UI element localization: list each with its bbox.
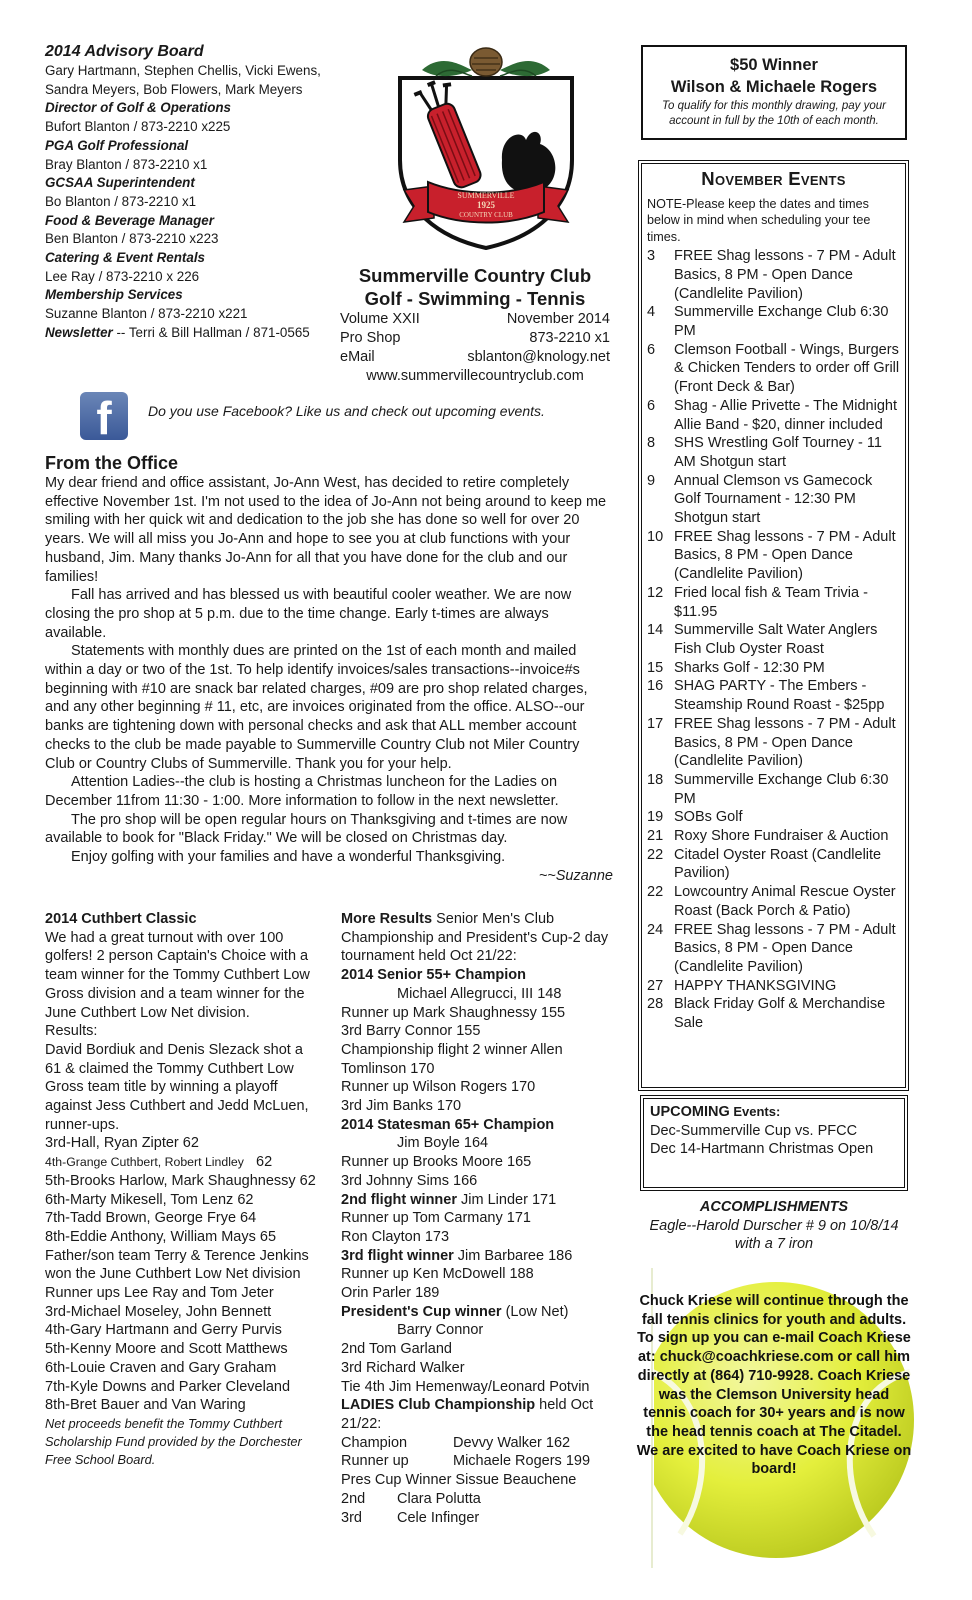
event-text: Fried local fish & Team Trivia - $11.95 — [674, 584, 868, 620]
volume-row — [340, 310, 610, 329]
cuthbert-intro: We had a great turnout with over 100 golfers! 2 person Captain's Choice with a team winner for the Tommy Cuthbert Low Gross division and a team winner for the June Cuthbert Low Net division. — [45, 929, 310, 1021]
upcoming-title-main: UPCOMING — [650, 1104, 730, 1120]
advisory-members-line1: Gary Hartmann, Stephen Chellis, Vicki Ewens, — [45, 63, 321, 78]
statesman-title: 2014 Statesman 65+ Champion — [341, 1116, 555, 1133]
staff-role: PGA Golf Professional — [45, 137, 189, 153]
club-name: Summerville Country Club — [358, 265, 592, 286]
event-item — [647, 995, 900, 1032]
flight3-name: Jim Barbaree 186 — [453, 1247, 573, 1264]
staff-name: Suzanne Blanton / 873-2210 x221 — [45, 306, 248, 322]
event-text: Sharks Golf - 12:30 PM — [674, 659, 825, 676]
event-day: 15 — [647, 659, 664, 676]
staff-role: Director of Golf & Operations — [45, 100, 231, 116]
event-day: 16 — [647, 678, 664, 695]
result-line: 8th-Bret Bauer and Van Waring — [45, 1397, 246, 1414]
office-paragraph: Attention Ladies--the club is hosting a Christmas luncheon for the Ladies on December 11from 11:30 - 1:00. More information to follow in the next newsletter. — [45, 774, 559, 809]
upcoming-title-small: Events: — [729, 1104, 781, 1119]
event-day: 8 — [647, 435, 656, 452]
event-text: SOBs Golf — [674, 809, 743, 826]
office-paragraph: Enjoy golfing with your families and have a wonderful Thanksgiving. — [71, 849, 506, 866]
advisory-title: 2014 Advisory Board — [45, 43, 204, 60]
office-title: From the Office — [45, 453, 179, 473]
result-label: Runner up — [341, 1453, 409, 1470]
result-label: 3rd — [341, 1509, 362, 1526]
event-text: Black Friday Golf & Merchandise Sale — [674, 996, 886, 1032]
events-title: November Events — [701, 168, 846, 189]
facebook-text: Do you use Facebook? Like us and check out upcoming events. — [148, 403, 545, 419]
event-text: Citadel Oyster Roast (Candlelite Pavilion) — [674, 846, 882, 882]
ladies-label: LADIES Club Championship — [341, 1397, 536, 1414]
advisory-members-line2: Sandra Meyers, Bob Flowers, Mark Meyers — [45, 81, 303, 97]
result-names: 4th-Grange Cuthbert, Robert Lindley — [45, 1155, 244, 1170]
staff-name: Bufort Blanton / 873-2210 x225 — [45, 119, 231, 135]
event-text: FREE Shag lessons - 7 PM - Adult Basics, 8 PM - Open Dance (Candlelite Pavilion) — [674, 715, 896, 770]
prescup-winner — [341, 1303, 616, 1322]
result-line: 4th-Gary Hartmann and Gerry Purvis — [45, 1322, 282, 1339]
club-masthead — [340, 264, 610, 386]
result-line: Ron Clayton 173 — [341, 1228, 450, 1245]
office-signature: ~~Suzanne — [538, 867, 613, 884]
ribbon-top-text: SUMMERVILLE — [457, 191, 515, 200]
result-label: Champion — [341, 1434, 408, 1451]
result-line: 2nd Tom Garland — [341, 1341, 452, 1358]
result-line: 8th-Eddie Anthony, William Mays 65 — [45, 1228, 277, 1245]
event-item — [647, 883, 900, 920]
result-name: Michaele Rogers 199 — [453, 1453, 591, 1470]
result-line: Tie 4th Jim Hemenway/Leonard Potvin — [341, 1378, 590, 1395]
result-line: 7th-Tadd Brown, George Frye 64 — [45, 1210, 257, 1227]
prescup-note: (Low Net) — [501, 1303, 569, 1320]
issue-date: November 2014 — [506, 311, 610, 327]
fatherson-line: Father/son team Terry & Terence Jenkins won the June Cuthbert Low Net division — [45, 1247, 309, 1283]
office-paragraph: Statements with monthly dues are printed on the 1st of each month and mailed within a day or two of the 1st. To help identify invoices/sales transactions--invoice#s beginning with #10 are snack bar related charges, #09 are pro shop related charges, and any other beginning # 11, etc, are invoices originated from the office. ALSO--our banks are tightening down with personal checks and ask that ALL member account checks to the club be made payable to Summerville Country Club not Miler Country Club or Country Clubs of Summerville. Thank you for your help. — [45, 643, 588, 772]
result-line: Runner up Wilson Rogers 170 — [341, 1079, 536, 1096]
more-results-intro — [341, 910, 616, 966]
email-label: eMail — [340, 349, 375, 365]
event-text: SHAG PARTY - The Embers - Steamship Round Roast - $25pp — [674, 678, 885, 714]
volume-label: Volume XXII — [340, 311, 420, 327]
event-item — [647, 771, 900, 808]
event-text: HAPPY THANKSGIVING — [674, 977, 837, 994]
flight3-label: 3rd flight winner — [341, 1247, 454, 1264]
event-day: 21 — [647, 828, 664, 845]
event-item — [647, 677, 900, 714]
facebook-glyph: f — [96, 392, 112, 444]
event-text: Shag - Allie Privette - The Midnight Allie Band - $20, dinner included — [674, 397, 897, 433]
upcoming-events — [640, 1095, 908, 1191]
club-sports: Golf - Swimming - Tennis — [364, 288, 586, 309]
result-line: Pres Cup Winner Sissue Beauchene — [341, 1472, 577, 1489]
advisory-board — [45, 42, 345, 343]
event-text: FREE Shag lessons - 7 PM - Adult Basics, 8 PM - Open Dance (Candlelite Pavilion) — [674, 248, 896, 302]
event-item — [647, 247, 900, 303]
event-day: 4 — [647, 304, 656, 321]
event-day: 18 — [647, 771, 664, 788]
office-article — [45, 474, 613, 885]
event-item — [647, 977, 900, 996]
office-paragraph: My dear friend and office assistant, Jo-Ann West, has decided to retire completely effective November 1st. I'm not used to the idea of Jo-Ann not being around to keep me smiling with her quick wit and dedication to the job she has done so well for over 20 years. We will all miss you Jo-Ann and hope to see you at club functions with your husband, Jim. Many thanks Jo-Ann for all that you have done for the club and our families! — [45, 475, 607, 585]
flight2-name: Jim Linder 171 — [457, 1191, 557, 1208]
winner-box — [641, 45, 907, 140]
result-line: 3rd-Hall, Ryan Zipter 62 — [45, 1135, 199, 1152]
event-text: Summerville Exchange Club 6:30 PM — [674, 771, 889, 807]
event-item — [647, 303, 900, 340]
result-line: 3rd Richard Walker — [341, 1359, 465, 1376]
result-line: 6th-Louie Craven and Gary Graham — [45, 1359, 277, 1376]
result-line — [341, 1490, 616, 1509]
result-line — [341, 1434, 616, 1453]
staff-name: Bo Blanton / 873-2210 x1 — [45, 193, 197, 209]
result-name: Cele Infinger — [397, 1509, 480, 1526]
event-item — [647, 397, 900, 434]
ladies-championship — [341, 1396, 616, 1433]
event-item — [647, 621, 900, 658]
result-line — [45, 1153, 320, 1172]
event-text: FREE Shag lessons - 7 PM - Adult Basics, 8 PM - Open Dance (Candlelite Pavilion) — [674, 921, 896, 975]
event-item — [647, 472, 900, 528]
event-item — [647, 715, 900, 771]
event-item — [647, 434, 900, 471]
staff-name: Bray Blanton / 873-2210 x1 — [45, 156, 208, 172]
statesman-champion: Jim Boyle 164 — [397, 1135, 489, 1152]
event-day: 9 — [647, 472, 656, 489]
event-text: Annual Clemson vs Gamecock Golf Tournament - 12:30 PM Shotgun start — [674, 472, 873, 527]
result-line: 6th-Marty Mikesell, Tom Lenz 62 — [45, 1191, 254, 1208]
november-events — [638, 160, 909, 1091]
staff-role: Membership Services — [45, 287, 183, 303]
club-logo — [382, 40, 590, 254]
winner-names: Wilson & Michaele Rogers — [670, 78, 878, 96]
flight2-winner — [341, 1191, 616, 1210]
event-text: Roxy Shore Fundraiser & Auction — [674, 828, 889, 845]
accomplishments-title: ACCOMPLISHMENTS — [699, 1199, 849, 1215]
upcoming-line: Dec-Summerville Cup vs. PFCC — [650, 1122, 858, 1139]
office-paragraph: Fall has arrived and has blessed us with beautiful cooler weather. We are now closing the pro shop at 5 p.m. due to the time change. Early t-times are always available. — [45, 587, 572, 641]
event-day: 12 — [647, 584, 664, 601]
event-day: 17 — [647, 715, 664, 732]
office-paragraph: The pro shop will be open regular hours on Thanksgiving and t-times are now available to book for "Black Friday." We will be closed on Christmas day. — [45, 811, 568, 847]
event-day: 24 — [647, 921, 664, 938]
ladies-text: held Oct 21/22: — [341, 1397, 594, 1432]
accomplishments-text: Eagle--Harold Durscher # 9 on 10/8/14 with a 7 iron — [649, 1217, 899, 1253]
flight3-winner — [341, 1247, 616, 1266]
result-line: 3rd-Michael Moseley, John Bennett — [45, 1303, 272, 1320]
cuthbert-title: 2014 Cuthbert Classic — [45, 911, 197, 927]
upcoming-title — [650, 1103, 898, 1122]
event-text: Clemson Football - Wings, Burgers & Chicken Tenders to order off Grill (Front Deck & Bar) — [674, 341, 900, 396]
result-line: Runner ups Lee Ray and Tom Jeter — [45, 1285, 274, 1302]
prescup-champion: Barry Connor — [397, 1322, 484, 1339]
more-results-label: More Results — [341, 911, 433, 927]
events-list — [647, 247, 900, 1033]
event-day: 6 — [647, 341, 656, 358]
event-item — [647, 846, 900, 883]
result-score: 62 — [256, 1154, 273, 1171]
proshop-row — [340, 329, 610, 348]
tennis-clinic-text: Chuck Kriese will continue through the fall tennis clinics for youth and adults. To sign up you can e-mail Coach Kriese at: chuck@coachkriese.com or call him directly at (864) 710-9928. Coach Kriese was the Clemson University head tennis coach for 30+ years and is now the head tennis coach at The Citadel. We are excited to have Coach Kriese on board! — [636, 1293, 912, 1478]
result-label: 2nd — [341, 1490, 366, 1507]
event-day: 19 — [647, 809, 664, 826]
club-crest-icon — [382, 40, 590, 254]
result-line: Runner up Tom Carmany 171 — [341, 1210, 531, 1227]
website-link[interactable]: www.summervillecountryclub.com — [366, 368, 584, 384]
events-note: NOTE-Please keep the dates and times below in mind when scheduling your tee times. — [647, 197, 871, 244]
result-line: 3rd Jim Banks 170 — [341, 1098, 462, 1115]
event-day: 22 — [647, 884, 664, 901]
event-text: Lowcountry Animal Rescue Oyster Roast (Back Porch & Patio) — [674, 884, 896, 919]
email-row — [340, 348, 610, 367]
more-results-article — [341, 910, 616, 1527]
staff-role: Catering & Event Rentals — [45, 250, 205, 266]
staff-name: Lee Ray / 873-2210 x 226 — [45, 268, 200, 284]
event-text: Summerville Salt Water Anglers Fish Club Oyster Roast — [674, 622, 878, 657]
staff-role: Food & Beverage Manager — [45, 212, 214, 228]
result-line — [341, 1509, 616, 1528]
event-item — [647, 659, 900, 678]
newsletter-role: Newsletter — [45, 324, 113, 340]
result-line: 5th-Kenny Moore and Scott Matthews — [45, 1341, 288, 1358]
event-day: 14 — [647, 622, 664, 639]
event-item — [647, 921, 900, 977]
event-item — [647, 808, 900, 827]
results-label: Results: — [45, 1023, 98, 1040]
event-day: 22 — [647, 846, 664, 863]
flight2-label: 2nd flight winner — [341, 1191, 457, 1208]
prescup-label: President's Cup winner — [341, 1303, 502, 1320]
result-name: Clara Polutta — [397, 1490, 481, 1507]
scholarship-note: Net proceeds benefit the Tommy Cuthbert Scholarship Fund provided by the Dorchester Free School Board. — [45, 1415, 302, 1467]
event-item — [647, 584, 900, 621]
event-text: FREE Shag lessons - 7 PM - Adult Basics, 8 PM - Open Dance (Candlelite Pavilion) — [674, 528, 896, 583]
event-item — [647, 528, 900, 584]
event-day: 3 — [647, 248, 656, 265]
result-line: Runner up Mark Shaughnessy 155 — [341, 1004, 566, 1021]
newsletter-credit — [45, 324, 345, 343]
upcoming-line: Dec 14-Hartmann Christmas Open — [650, 1141, 874, 1158]
facebook-icon[interactable] — [80, 392, 128, 444]
winner-title: $50 Winner — [730, 56, 818, 74]
result-line: Runner up Brooks Moore 165 — [341, 1154, 532, 1171]
newsletter-name: -- Terri & Bill Hallman / 871-0565 — [116, 324, 310, 340]
staff-name: Ben Blanton / 873-2210 x223 — [45, 231, 219, 247]
result-line: Runner up Ken McDowell 188 — [341, 1266, 534, 1283]
senior-title: 2014 Senior 55+ Champion — [341, 967, 526, 984]
cuthbert-article — [45, 910, 320, 1469]
email-link[interactable]: sblanton@knology.net — [467, 349, 610, 365]
event-day: 28 — [647, 996, 664, 1013]
result-line: Championship flight 2 winner Allen Tomlinson 170 — [341, 1041, 563, 1077]
event-text: SHS Wrestling Golf Tourney - 11 AM Shotgun start — [674, 435, 882, 470]
event-day: 6 — [647, 397, 656, 414]
result-line — [341, 1452, 616, 1471]
event-day: 27 — [647, 977, 664, 994]
staff-role: GCSAA Superintendent — [45, 175, 195, 191]
proshop-label: Pro Shop — [340, 330, 401, 346]
event-item — [647, 827, 900, 846]
accomplishments — [640, 1198, 908, 1254]
more-results-text: Senior Men's Club Championship and President's Cup-2 day tournament held Oct 21/22: — [341, 911, 609, 965]
result-line: 3rd Johnny Sims 166 — [341, 1172, 478, 1189]
proshop-phone: 873-2210 x1 — [529, 330, 610, 346]
senior-champion: Michael Allegrucci, III 148 — [397, 985, 562, 1002]
winner-note: To qualify for this monthly drawing, pay your account in full by the 10th of each month. — [662, 100, 886, 127]
ribbon-year-text: 1925 — [477, 200, 495, 210]
ribbon-bottom-text: COUNTRY CLUB — [459, 211, 513, 219]
result-line: 7th-Kyle Downs and Parker Cleveland — [45, 1378, 291, 1395]
cuthbert-winner: David Bordiuk and Denis Slezack shot a 61 & claimed the Tommy Cuthbert Low Gross team title by winning a playoff against Jess Cuthbert and Jedd McLuen, runner-ups. — [45, 1041, 309, 1133]
result-line: 3rd Barry Connor 155 — [341, 1023, 481, 1040]
event-text: Summerville Exchange Club 6:30 PM — [674, 304, 889, 340]
result-name: Devvy Walker 162 — [453, 1434, 571, 1451]
event-day: 10 — [647, 528, 664, 545]
result-line: Orin Parler 189 — [341, 1285, 440, 1302]
result-line: 5th-Brooks Harlow, Mark Shaughnessy 62 — [45, 1172, 316, 1189]
event-item — [647, 341, 900, 397]
